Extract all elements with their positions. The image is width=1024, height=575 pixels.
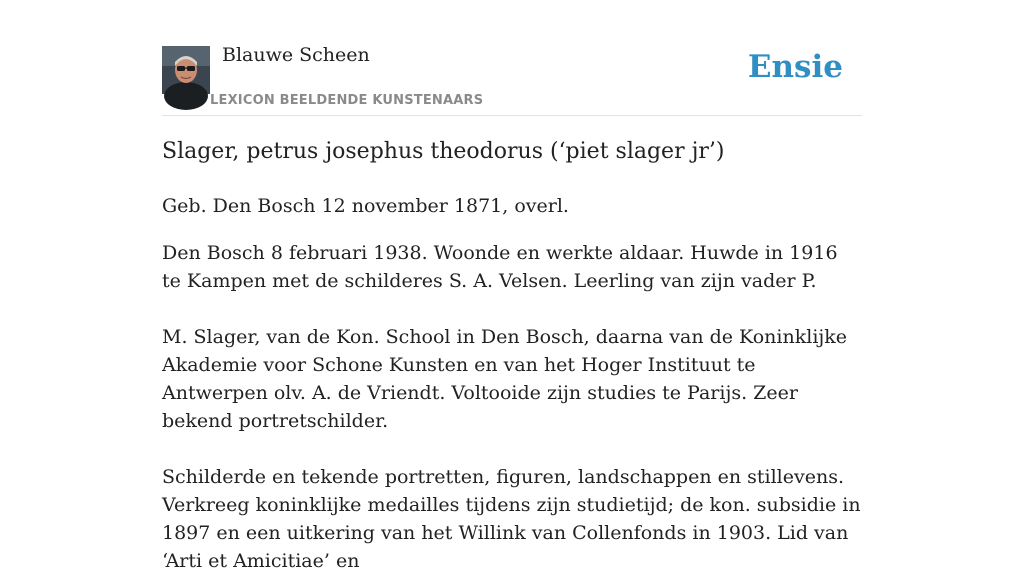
- page-container: [162, 0, 862, 572]
- article-intro: Geb. Den Bosch 12 november 1871, overl.: [162, 195, 569, 217]
- author-avatar[interactable]: [162, 46, 210, 94]
- article-paragraph: Schilderde en tekende portretten, figuren, landschappen en stillevens. Verkreeg koninklijke medailles tijdens zijn studietijd; de kon. subsidie in 1897 en een uitkering van het Willink van Collenfonds in 1903. Lid van ‘Arti et Amicitiae’ en: [162, 466, 861, 572]
- avatar-photo: [162, 46, 210, 94]
- source-lexicon-label[interactable]: LEXICON BEELDENDE KUNSTENAARS: [210, 93, 484, 108]
- article-title: Slager, petrus josephus theodorus (‘piet slager jr’): [162, 139, 725, 164]
- article-body: [162, 192, 862, 575]
- header-divider: [162, 115, 862, 116]
- brand-logo[interactable]: Ensie: [747, 49, 843, 85]
- article-paragraph: M. Slager, van de Kon. School in Den Bosch, daarna van de Koninklijke Akademie voor Schone Kunsten en van het Hoger Instituut te Antwerpen olv. A. de Vriendt. Voltooide zijn studies te Parijs. Zeer bekend portretschilder.: [162, 326, 848, 432]
- article-paragraph: Den Bosch 8 februari 1938. Woonde en werkte aldaar. Huwde in 1916 te Kampen met de schilderes S. A. Velsen. Leerling van zijn vader P.: [162, 242, 838, 292]
- author-name[interactable]: Blauwe Scheen: [222, 44, 370, 66]
